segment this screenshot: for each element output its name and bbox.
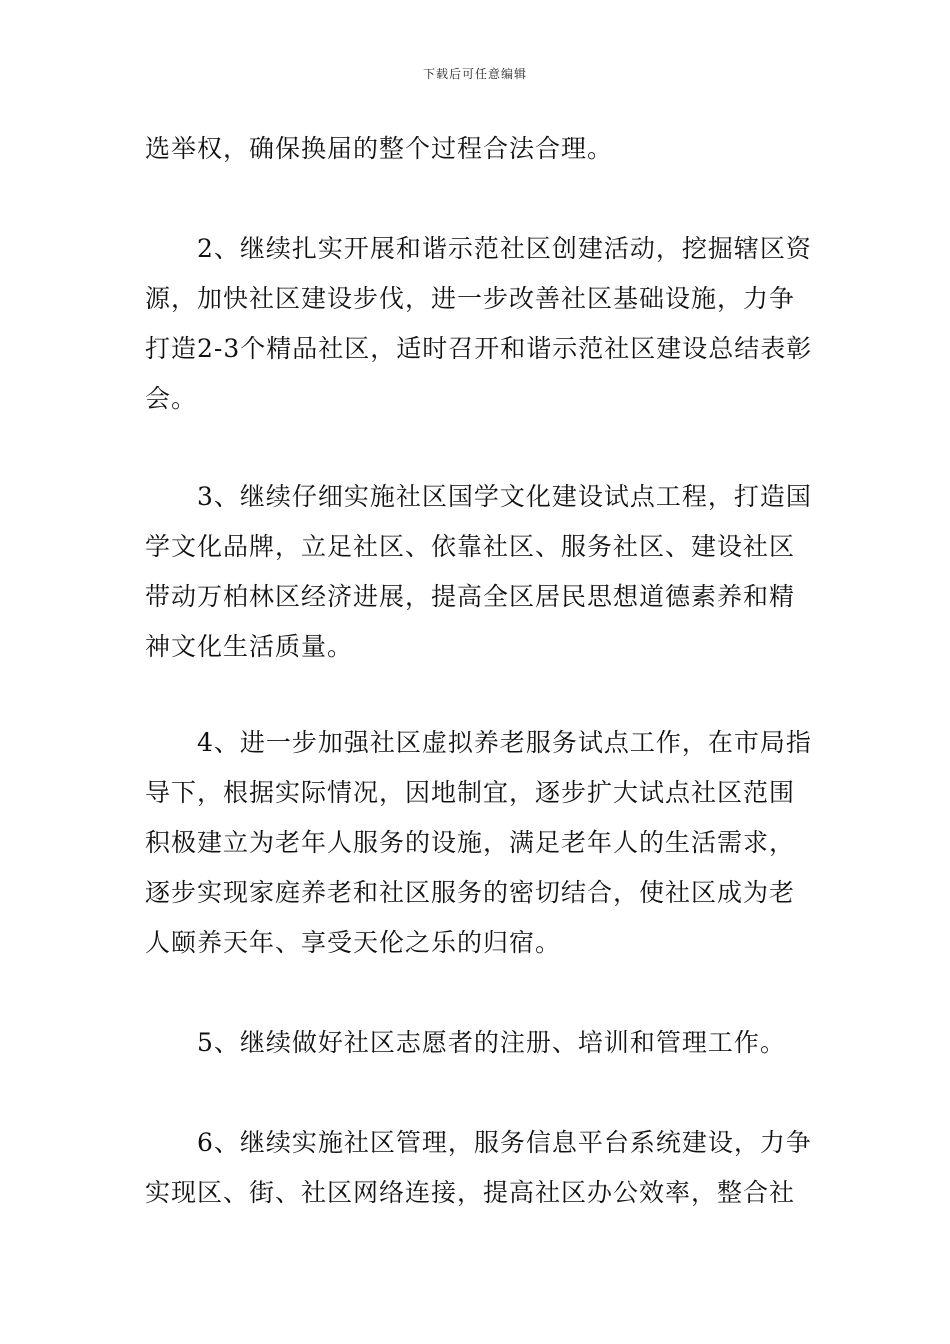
paragraph-line: 神文化生活质量。 (145, 632, 354, 661)
paragraph-item-4 (145, 718, 815, 968)
paragraph-line: 学文化品牌，立足社区、依靠社区、服务社区、建设社区 (145, 532, 796, 561)
paragraph-line: 6、继续实施社区管理，服务信息平台系统建设，力争 (197, 1128, 812, 1157)
paragraph-line: 会。 (145, 384, 198, 413)
paragraph-line: 逐步实现家庭养老和社区服务的密切结合，使社区成为老 (145, 878, 796, 907)
paragraph-item-6 (145, 1118, 815, 1218)
paragraph-line: 选举权，确保换届的整个过程合法合理。 (145, 134, 614, 163)
paragraph-line: 3、继续仔细实施社区国学文化建设试点工程，打造国 (197, 482, 812, 511)
paragraph-line: 带动万柏林区经济进展，提高全区居民思想道德素养和精 (145, 582, 796, 611)
paragraph-item-2 (145, 224, 815, 424)
paragraph-line: 积极建立为老年人服务的设施，满足老年人的生活需求， (145, 828, 796, 857)
paragraph-line: 5、继续做好社区志愿者的注册、培训和管理工作。 (197, 1028, 786, 1057)
paragraph-line: 实现区、街、社区网络连接，提高社区办公效率，整合社 (145, 1178, 796, 1207)
paragraph-line: 2、继续扎实开展和谐示范社区创建活动，挖掘辖区资 (197, 234, 812, 263)
paragraph-item-3 (145, 472, 815, 672)
header-note: 下载后可任意编辑 (422, 67, 527, 81)
paragraph-line: 导下，根据实际情况，因地制宜，逐步扩大试点社区范围 (145, 778, 796, 807)
paragraph-continuation (145, 124, 815, 174)
paragraph-line: 人颐养天年、享受天伦之乐的归宿。 (145, 928, 562, 957)
paragraph-line: 4、进一步加强社区虚拟养老服务试点工作，在市局指 (197, 728, 812, 757)
paragraph-line: 源，加快社区建设步伐，进一步改善社区基础设施，力争 (145, 284, 796, 313)
paragraph-line: 打造2-3个精品社区，适时召开和谐示范社区建设总结表彰 (145, 334, 813, 363)
paragraph-item-5 (145, 1018, 815, 1068)
